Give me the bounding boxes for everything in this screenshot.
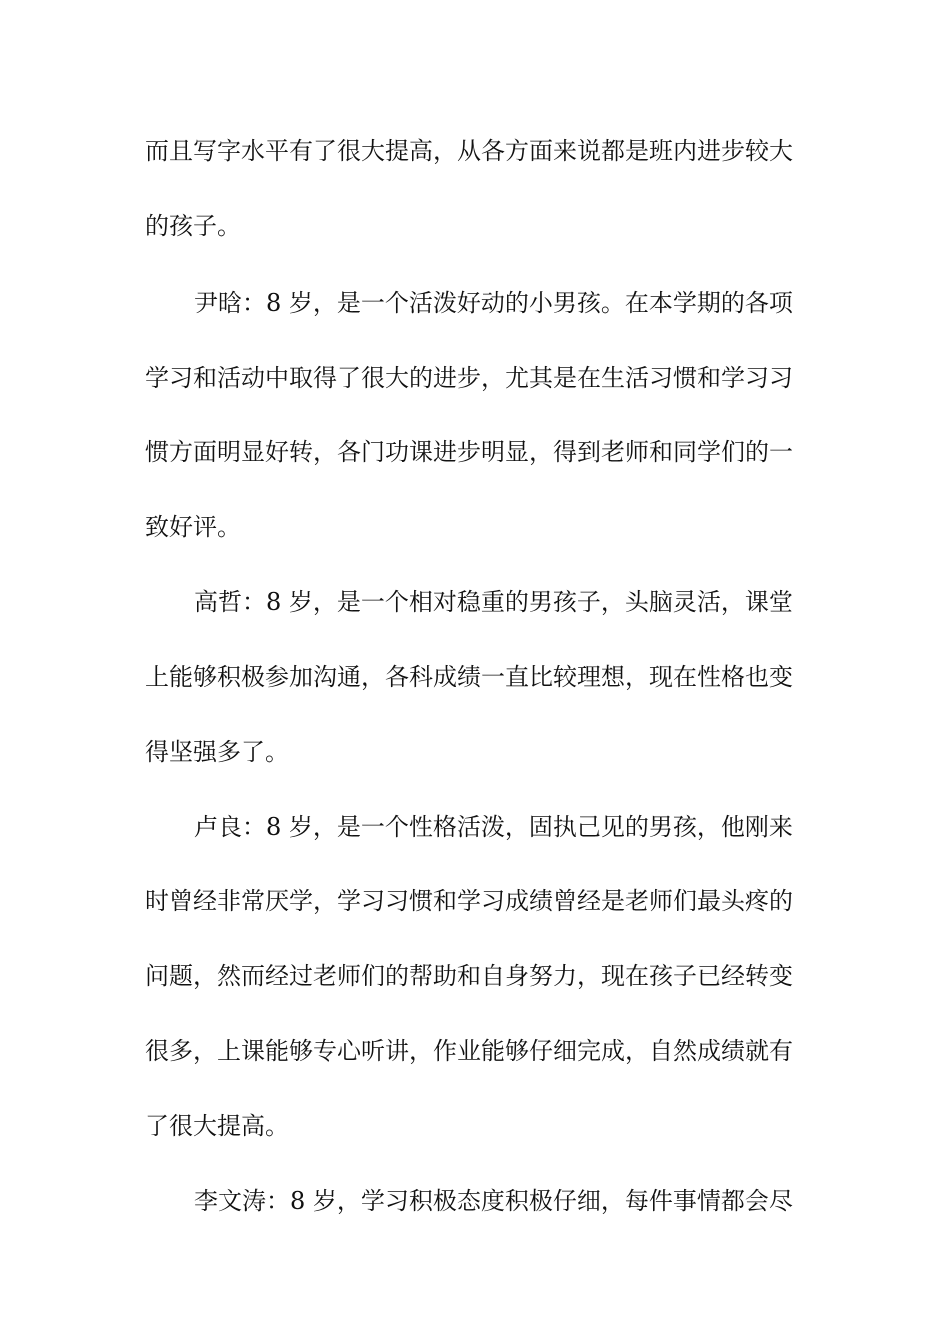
paragraph-line: 得坚强多了。 [145,738,289,766]
paragraph-line: 上能够积极参加沟通，各科成绩一直比较理想，现在性格也变 [145,663,793,691]
paragraph-line: 而且写字水平有了很大提高，从各方面来说都是班内进步较大 [145,137,793,165]
paragraph-line: 高哲：8 岁，是一个相对稳重的男孩子，头脑灵活，课堂 [194,588,793,616]
paragraph-line: 致好评。 [145,513,241,541]
paragraph-line: 尹晗：8 岁，是一个活泼好动的小男孩。在本学期的各项 [194,289,793,317]
paragraph-line: 李文涛：8 岁，学习积极态度积极仔细，每件事情都会尽 [194,1187,793,1215]
paragraph-line: 的孩子。 [145,212,241,240]
paragraph-line: 学习和活动中取得了很大的进步，尤其是在生活习惯和学习习 [145,364,793,392]
paragraph-line: 了很大提高。 [145,1112,289,1140]
paragraph-line: 很多，上课能够专心听讲，作业能够仔细完成，自然成绩就有 [145,1037,793,1065]
paragraph-line: 时曾经非常厌学，学习习惯和学习成绩曾经是老师们最头疼的 [145,887,793,915]
paragraph-line: 惯方面明显好转，各门功课进步明显，得到老师和同学们的一 [145,438,793,466]
paragraph-line: 问题，然而经过老师们的帮助和自身努力，现在孩子已经转变 [145,962,793,990]
paragraph-line: 卢良：8 岁，是一个性格活泼，固执己见的男孩，他刚来 [194,813,793,841]
